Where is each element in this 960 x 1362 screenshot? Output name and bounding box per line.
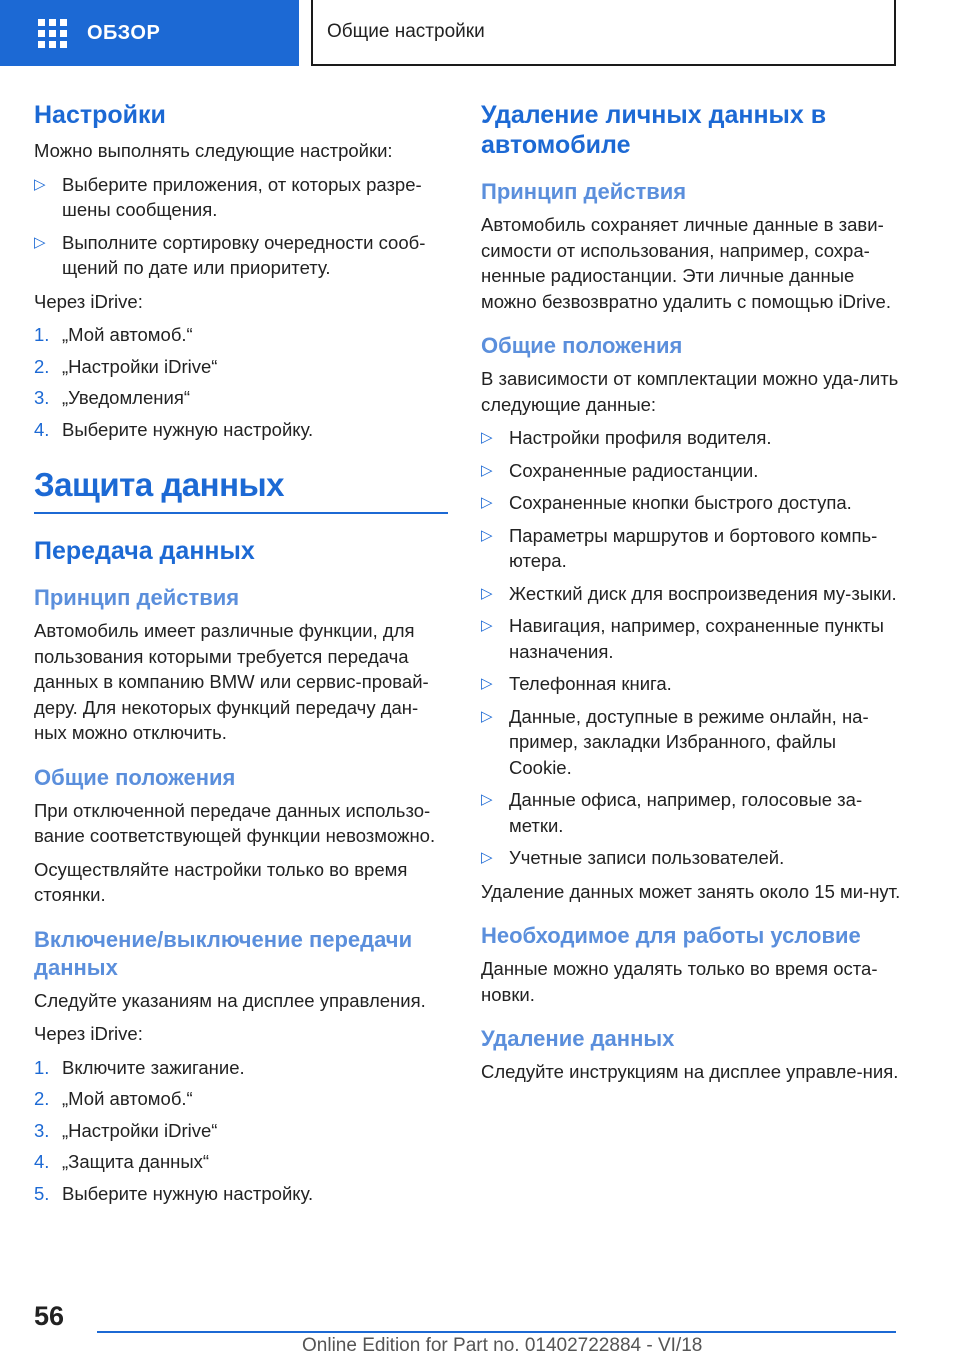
via-idrive-label: Через iDrive: bbox=[34, 290, 143, 312]
right-column bbox=[481, 100, 901, 1093]
via-idrive-label: Через iDrive: bbox=[34, 1023, 143, 1044]
section-title: Общие настройки bbox=[327, 21, 485, 42]
left-column bbox=[34, 100, 448, 1214]
list-item: ▷ Телефонная книга. bbox=[481, 671, 901, 697]
data-transfer-heading: Передача данных bbox=[34, 537, 255, 565]
general-heading: Общие положения bbox=[481, 333, 683, 358]
list-item: ▷ Сохраненные радиостанции. bbox=[481, 458, 901, 484]
toggle-steps bbox=[34, 1055, 448, 1207]
principle-heading: Принцип действия bbox=[481, 179, 687, 204]
list-item: 4. „Защита данных“ bbox=[34, 1151, 210, 1172]
footer-divider bbox=[97, 1331, 896, 1333]
overview-label: ОБЗОР bbox=[87, 21, 161, 44]
duration-text: Удаление данных может занять около 15 ми-нут. bbox=[481, 880, 901, 902]
general-text: В зависимости от комплектации можно уда-лить следующие данные: bbox=[481, 368, 899, 415]
overview-tab[interactable] bbox=[0, 0, 299, 66]
principle-text: Автомобиль имеет различные функции, для пользования которыми требуется передача данных в компанию BMW или сервис-провай-деру. Для некоторых функций передачу дан-ных можно отключить. bbox=[34, 620, 429, 743]
list-item: 2. „Настройки iDrive“ bbox=[34, 355, 218, 377]
list-item: ▷ Данные офиса, например, голосовые за-метки. bbox=[481, 787, 901, 838]
list-item: ▷ Выполните сортировку очередности сооб-щений по дате или приоритету. bbox=[34, 230, 448, 281]
grid-menu-icon bbox=[38, 19, 67, 48]
list-item: ▷ Сохраненные кнопки быстрого доступа. bbox=[481, 490, 901, 516]
general-text: Осуществляйте настройки только во время стоянки. bbox=[34, 858, 408, 905]
settings-bullet-list bbox=[34, 172, 448, 281]
principle-text: Автомобиль сохраняет личные данные в зави-симости от использования, например, сохра-ненные радиостанции. Эти личные данные можно безвозвратно удалить с помощью iDrive. bbox=[481, 214, 891, 312]
edition-text: Online Edition for Part no. 01402722884 - VI/18 bbox=[302, 1335, 703, 1356]
list-item: ▷ Навигация, например, сохраненные пункты назначения. bbox=[481, 613, 901, 664]
list-item: ▷ Учетные записи пользователей. bbox=[481, 845, 901, 871]
general-text: При отключенной передаче данных использо-вание соответствующей функции невозможно. bbox=[34, 799, 436, 846]
list-item: 2. „Мой автомоб.“ bbox=[34, 1088, 193, 1109]
toggle-text: Следуйте указаниям на дисплее управления. bbox=[34, 989, 426, 1011]
list-item: 3. „Настройки iDrive“ bbox=[34, 1119, 218, 1141]
list-item: 4. Выберите нужную настройку. bbox=[34, 418, 314, 440]
toggle-heading: Включение/выключение передачи данных bbox=[34, 926, 413, 980]
settings-heading: Настройки bbox=[34, 101, 166, 129]
settings-intro: Можно выполнять следующие настройки: bbox=[34, 140, 393, 161]
page-header bbox=[0, 0, 960, 66]
list-item: 3. „Уведомления“ bbox=[34, 387, 190, 408]
principle-heading: Принцип действия bbox=[34, 585, 240, 610]
requirement-heading: Необходимое для работы условие bbox=[481, 923, 861, 948]
list-item: ▷ Настройки профиля водителя. bbox=[481, 425, 901, 451]
list-item: ▷ Выберите приложения, от которых разре-шены сообщения. bbox=[34, 172, 448, 223]
page-number: 56 bbox=[34, 1301, 65, 1331]
list-item: ▷ Жесткий диск для воспроизведения му-зыки. bbox=[481, 581, 901, 607]
general-heading: Общие положения bbox=[34, 764, 236, 790]
deleting-heading: Удаление данных bbox=[481, 1026, 675, 1051]
data-protection-heading: Защита данных bbox=[34, 466, 448, 514]
list-item: ▷ Данные, доступные в режиме онлайн, на-пример, закладки Избранного, файлы Cookie. bbox=[481, 704, 901, 781]
list-item: ▷ Параметры маршрутов и бортового компь-ютера. bbox=[481, 523, 901, 574]
delete-personal-data-heading: Удаление личных данных в автомобиле bbox=[481, 101, 827, 159]
deleting-text: Следуйте инструкциям на дисплее управле-ния. bbox=[481, 1061, 899, 1082]
deletable-data-list bbox=[481, 425, 901, 871]
settings-steps bbox=[34, 322, 448, 442]
requirement-text: Данные можно удалять только во время оста-новки. bbox=[481, 958, 878, 1005]
section-tab[interactable] bbox=[311, 0, 896, 66]
list-item: 5. Выберите нужную настройку. bbox=[34, 1182, 314, 1204]
list-item: 1. „Мой автомоб.“ bbox=[34, 324, 193, 345]
list-item: 1. Включите зажигание. bbox=[34, 1056, 245, 1078]
